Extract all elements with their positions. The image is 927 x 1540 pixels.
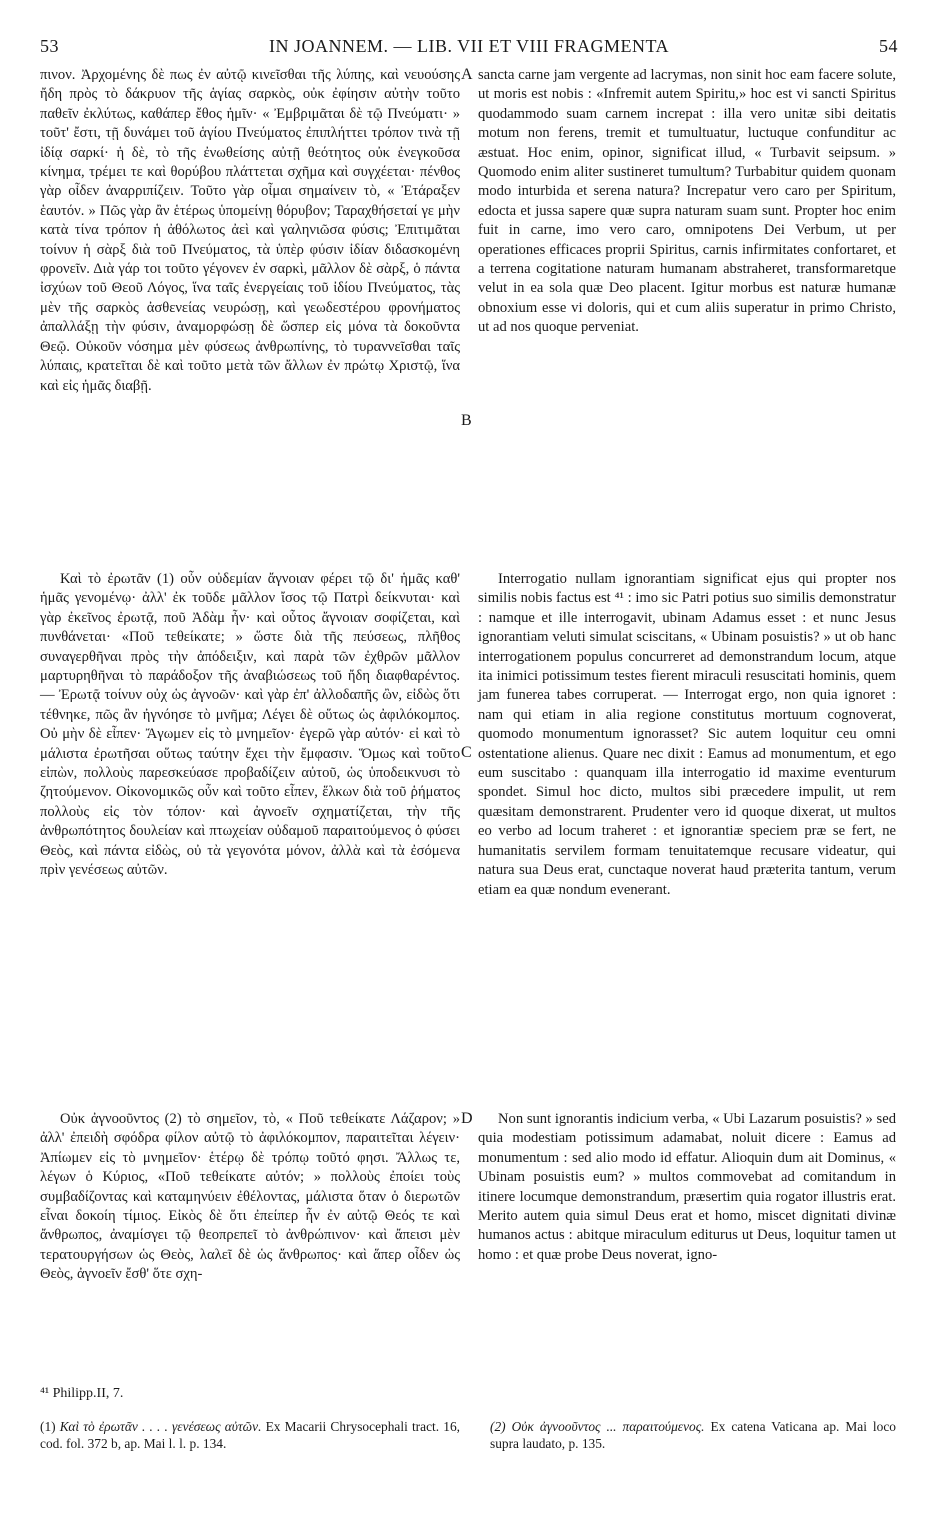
page-number-left: 53 [40, 36, 59, 56]
greek-paragraph-3: Οὐκ ἀγνοοῦντος (2) τὸ σημεῖον, τὸ, « Ποῦ τεθείκατε Λάζαρον; » ἀλλ' ἐπειδὴ σφόδρα φίλον αὐτῷ τὸ ἀφιλόκομπον, παραιτεῖται λέγειν· Ἀπίωμεν εἰς τὸ μνημεῖον· ἑτέρῳ δὲ τρόπῳ τοῦτό φησι. Ἄλλως τε, λέγων ὁ Κύριος, «Ποῦ τεθείκατε αὐτόν; » πολλοὺς ἐποίει τοὺς συμβαδίζοντας καὶ καταμηνύειν ἐθέλοντας, μάλιστα ὅταν ὁ διερωτῶν εἶναι δοκοίη τίμιος. Εἰκὸς δὲ ὅτι ἐπείπερ ἦν ἐν αὐτῷ Θεός τε καὶ ἄνθρωπος, ἀναμίσγει τῷ θεοπρεπεῖ τὸ ἀνθρώπινον· καὶ ἄπεισι μὲν τερατουργήσων ὡς Θεὸς, λαλεῖ δὲ ὡς ἄνθρωπος· καὶ ἅπερ οἶδεν ὡς Θεὸς, ἀγνοεῖν ἔσθ' ὅτε σχη- [40, 1111, 460, 1283]
margin-marker-c: C [461, 744, 472, 761]
latin-column-section-3 [478, 1110, 896, 1265]
latin-paragraph-3: Non sunt ignorantis indicium verba, « Ubi Lazarum posuistis? » sed quia modestiam potissimum adamabat, noluit dicere : Eamus ad monumentum : sed alio modo id effatur. Alioquin dum ait Dominus, « Ubinam posuistis eum? » multos commovebat ad comitandum in itinere locumque demonstrandum, præsertim quia rogator illustris erat. Merito autem quia simul Deus erat et homo, miscet dignitati divinæ humanos actus : abitque miraculum editurus ut Deus, loquitur tamen ut homo : et quæ probe Deus noverat, igno- [478, 1111, 896, 1263]
footnote-1-label: (1) [40, 1419, 60, 1434]
greek-paragraph-2: Καὶ τὸ ἐρωτᾶν (1) οὖν οὐδεμίαν ἄγνοιαν φέρει τῷ δι' ἡμᾶς καθ' ἡμᾶς γενομένῳ· ἀλλ' ἐκ τοῦδε μᾶλλον ἴσος τῷ Πατρὶ δείκνυται· καὶ γὰρ ἐκεῖνος ἐρωτᾷ, ποῦ Ἀδὰμ ἦν· καὶ οὗτος ἄγνοιαν σοφίζεται, καὶ πυνθάνεται· «Ποῦ τεθείκατε; » ὥστε διὰ τῆς πεύσεως, πλῆθος συναγερθῆναι πρὸς τὴν ἀπόδειξιν, καὶ παρὰ τῶν ἐχθρῶν μᾶλλον μαρτυρηθῆναι τὸ παράδοξον τῆς ἀναβιώσεως τοῦ ἤδη διαφθαρέντος. — Ἐρωτᾷ τοίνυν οὐχ ὡς ἀγνοῶν· καὶ γὰρ ἐπ' ἀλλοδαπῆς ὢν, εἰδὼς ὅτι τέθνηκε, πῶς ἂν ἠγνόησε τὸ μνῆμα; Λέγει δὲ οὕτως ὡς ἀφιλόκομπος. Οὐ μὴν δὲ εἶπεν· Ἄγωμεν εἰς τὸ μνημεῖον· ἐγερῶ γὰρ αὐτόν· εἰ καὶ τὸ μάλιστα ἐρωτῆσαι οὕτως ταύτην ἔχει τὴν ἔμφασιν. Ὅμως καὶ τοῦτο εἰπὼν, πολλοὺς παρεσκεύασε προβαδίζειν αὐτοῦ, ὡς ὑποδεικνυσι τὸ ζητούμενον. Οἰκονομικῶς οὖν καὶ τοῦτο εἶπεν, ἕλκων διὰ τοῦ ῥήματος πολλοὺς εἰς τὸν τόπον· καὶ ἀγνοεῖν σχηματίζεται, τὴν τῆς ἀνθρωπότητος δουλείαν καὶ πτωχείαν οὐδαμοῦ παραιτούμενος ὁ φύσει Θεὸς, καὶ πάντα εἰδὼς, οὐ τὰ γεγονότα μόνον, ἀλλὰ καὶ τὰ ἐσόμενα πρὶν γενέσεως αὐτῶν. [40, 571, 460, 879]
latin-paragraph-1: sancta carne jam vergente ad lacrymas, non sinit hoc eam facere solute, ut moris est nobis : «Infremit autem Spiritu,» hoc est vi sancti Spiritus quodammodo suam carnem increpat : illa vero unitæ sibi deitatis motum non ferens, tremit et tumultuatur, luctuque confunditur ac æstuat. Hoc enim, opinor, significat illud, « Turbavit seipsum. » Quomodo enim aliter sustineret tumultum? Turbabitur quidem quonam modo inturbida et serena natura? Increpatur vero caro per Spiritum, edocta et jussa sapere quæ supra naturam suam sunt. Propter hoc enim fuit in carne, imo vero caro, omnipotens Dei Verbum, ut per operationes efficaces proprii Spiritus, carnis infirmitates confortaret, et a terrena cogitatione naturam humanam abstraheret, transformaretque velut in ea sola quæ Deo placent. Igitur morbus est naturæ humanæ obnoxium esse vi doloris, qui et cum aliis superatur in primo Christo, ut ad nos quoque perveniat. [478, 67, 896, 336]
footnote-2-source: Ex catena Vaticana ap. Mai loco supra laudato, p. 135. [490, 1419, 896, 1451]
greek-column-section-1 [40, 66, 460, 396]
margin-marker-a: A [461, 66, 473, 83]
greek-paragraph-1: πινον. Ἀρχομένης δὲ πως ἐν αὐτῷ κινεῖσθαι τῆς λύπης, καὶ νευούσης ἤδη πρὸς τὸ δάκρυον τῆς ἁγίας σαρκὸς, οὐκ ἐφίησιν αὐτὴν τοῦτο παθεῖν ἐκλύτως, καθάπερ ἔθος ἡμῖν· « Ἐμβριμᾶται δὲ τῷ Πνεύματι· » τοῦτ' ἔστι, τῇ δυνάμει τοῦ ἁγίου Πνεύματος ἐπιπλήττει τρόπον τινὰ τῇ ἰδίᾳ σαρκί· ἡ δὲ, τὸ τῆς ἐνωθείσης αὐτῇ θεότητος οὐκ ἐνεγκοῦσα κίνημα, τρέμει τε καὶ θορύβου πλάττεται σχῆμα καὶ συγχέεται· πένθος γὰρ οἶδεν ἀναρριπίζειν. Τοῦτο γὰρ οἶμαι σημαίνειν τὸ, « Ἐτάραξεν ἑαυτόν. » Πῶς γὰρ ἂν ἑτέρως ὑπομείνῃ θόρυβον; Ταραχθήσεταί γε μὴν κατὰ τίνα τρόπον ἡ ἀθόλωτος ἀεὶ καὶ γαληνιῶσα φύσις; Ἐπιτιμᾶται τοίνυν ἡ σὰρξ διὰ τοῦ Πνεύματος, τὰ ὑπὲρ φύσιν ἰδίαν διδασκομένη φρονεῖν. Διὰ γάρ τοι τοῦτο γέγονεν ἐν σαρκὶ, μᾶλλον δὲ σὰρξ, ὁ πάντα ἰσχύων τοῦ Θεοῦ Λόγος, ἵνα ταῖς ἐνεργείαις τοῦ ἰδίου Πνεύματος, τὰς μὲν τῆς σαρκὸς ἀσθενείας νευρώσῃ, καὶ γεωδεστέρου φρονήματος ἀπαλλάξῃ τὴν φύσιν, ἀναμορφώσῃ δὲ ὥσπερ εἰς μόνα τὰ δοκοῦντα Θεῷ. Οὐκοῦν νόσημα μὲν φύσεως ἀνθρωπίνης, τὸ τυραννεῖσθαι ταῖς λύπαις, κρατεῖται δὲ καὶ τοῦτο μετὰ τῶν ἄλλων ἐν πρώτῳ Χριστῷ, ἵνα καὶ εἰς ἡμᾶς διαβῇ. [40, 67, 460, 394]
footnote-1-source: Ex Macarii Chrysocephali tract. 16, cod. fol. 372 b, ap. Mai l. l. p. 134. [40, 1419, 460, 1451]
page-number-right: 54 [879, 36, 898, 56]
footnote-1-incipit: Καὶ τὸ ἐρωτᾶν . . . . γενέσεως αὐτῶν. [59, 1419, 262, 1434]
greek-column-section-2 [40, 570, 460, 881]
scripture-footnote: ⁴¹ Philipp.II, 7. [40, 1386, 124, 1401]
footnote-2-incipit: (2) Οὐκ ἀγνοοῦντος ... παραιτούμενος. [490, 1419, 705, 1434]
running-header [40, 36, 898, 62]
footnote-1 [40, 1418, 460, 1452]
footnote-2 [490, 1418, 896, 1452]
latin-paragraph-2: Interrogatio nullam ignorantiam significat ejus qui propter nos similis nobis factus est ⁴¹ : imo sic Patri potius suo similis demonstratur : namque et ille interrogavit, ubinam Adamus esset : et nunc Jesus ignorantiam veluti simulat sciscitans, « Ubinam posuistis? » ut ob hanc interrogationem populus concurreret ad demonstrandum locum, atque ita inimici potissimum testes fierent miraculi resuscitati hominis, quem jam funerea tabes corruperat. — Interrogat ergo, non quia ignoret : nam qui etiam in alia regione constitutus mortuum cognoverat, quomodo monumentum ignorasset? Sic autem loquitur ceu omni ostentatione alienus. Quare nec dixit : Eamus ad monumentum, et ego eum suscitabo : quanquam illa interrogatio id maxime eventurum spondet. Simul hoc dicto, multos sibi præcedere impulit, ut rem quæsitam demonstrarent. Prudenter vero id quoque dixerat, ut multos eo verbo ad locum traheret : et ignorantiæ speciem præ se fert, ne humanitatis servilem formam tenuitatemque recusare videatur, qui natura sua Deus erat, cunctaque noverat haud præterita tantum, verum etiam ea quæ nondum evenerant. [478, 571, 896, 898]
latin-column-section-2 [478, 570, 896, 900]
latin-column-section-1 [478, 66, 896, 338]
margin-marker-b: B [461, 412, 472, 429]
greek-column-section-3 [40, 1110, 460, 1285]
margin-marker-d: D [461, 1110, 473, 1127]
running-title: IN JOANNEM. — LIB. VII ET VIII FRAGMENTA [268, 36, 670, 56]
